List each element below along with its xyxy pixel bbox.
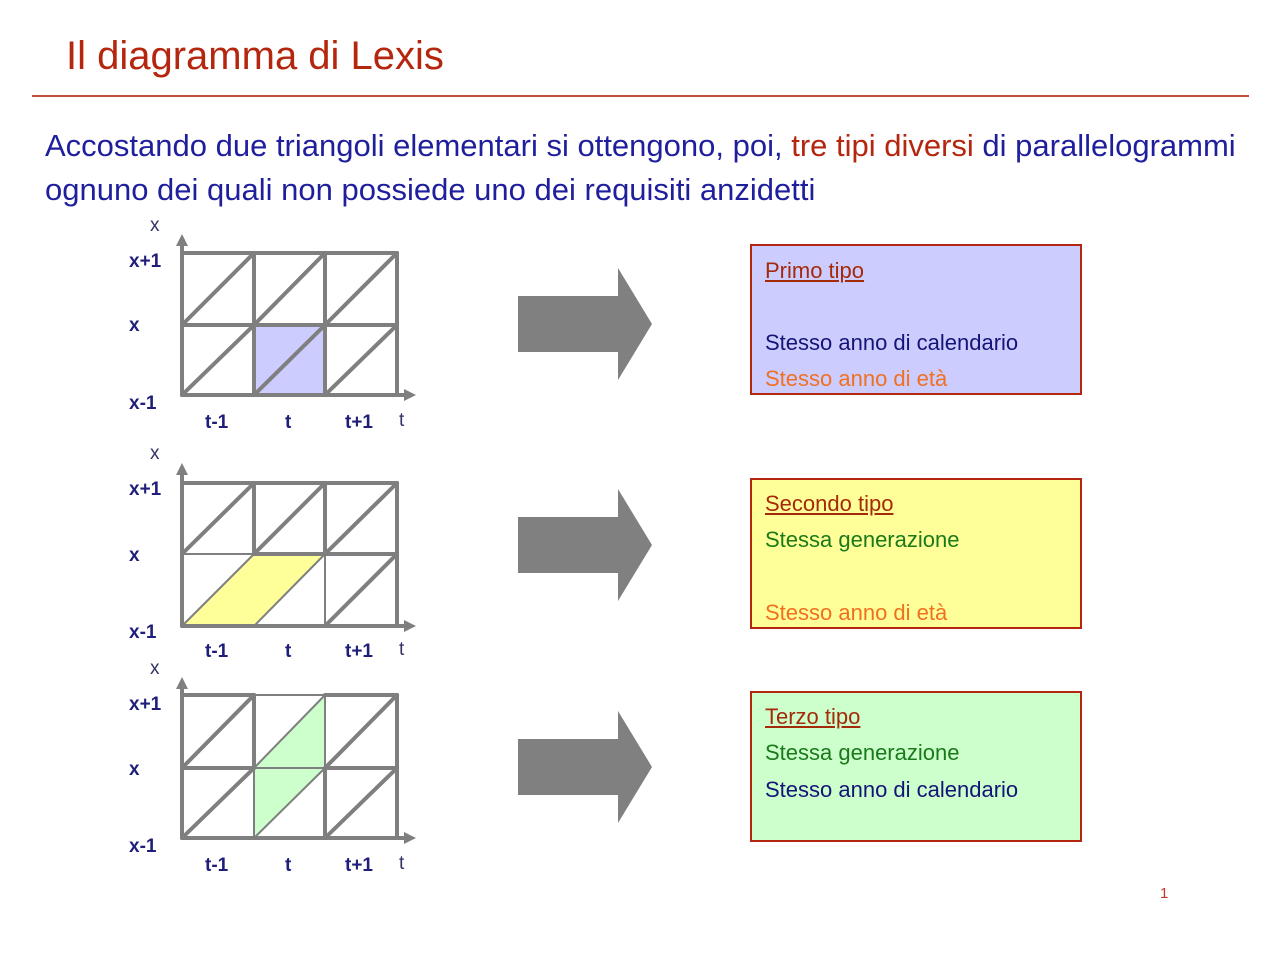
box-line-generation: Stessa generazione [765, 527, 960, 552]
box-line-age: Stesso anno di età [765, 600, 948, 625]
y-tick-lower: x-1 [129, 393, 157, 414]
right-arrow-icon [518, 489, 652, 601]
x-axis-name: t [399, 639, 405, 660]
right-arrow-icon [518, 711, 652, 823]
x-tick-right: t+1 [345, 855, 373, 876]
x-tick-middle: t [285, 855, 292, 876]
box-line-age: Stesso anno di età [765, 366, 948, 391]
page-number: 1 [1160, 885, 1169, 902]
x-tick-left: t-1 [205, 641, 229, 662]
box-line-calendar: Stesso anno di calendario [765, 777, 1019, 802]
y-axis-name: x [150, 215, 160, 236]
x-tick-right: t+1 [345, 412, 373, 433]
x-tick-middle: t [285, 412, 292, 433]
lexis-grid-2 [170, 460, 420, 640]
box-line-calendar: Stesso anno di calendario [765, 330, 1019, 355]
x-axis-arrowhead [404, 620, 416, 632]
lexis-grid-3 [170, 672, 420, 852]
box-line-generation: Stessa generazione [765, 740, 960, 765]
x-tick-left: t-1 [205, 412, 229, 433]
y-tick-middle: x [129, 545, 140, 566]
y-axis-arrowhead [176, 234, 188, 246]
intro-text-start: Accostando due triangoli elementari si ottengono, poi, [45, 128, 792, 163]
intro-text-end: di parallelogrammi ognuno dei quali non possiede uno dei requisiti anzidetti [45, 128, 1236, 207]
x-tick-left: t-1 [205, 855, 229, 876]
x-tick-right: t+1 [345, 641, 373, 662]
y-tick-upper: x+1 [129, 694, 162, 715]
x-axis-arrowhead [404, 389, 416, 401]
type-box-first [750, 244, 1082, 395]
x-tick-middle: t [285, 641, 292, 662]
highlighted-parallelogram [254, 695, 325, 838]
y-tick-lower: x-1 [129, 836, 157, 857]
y-axis-name: x [150, 658, 160, 679]
y-tick-middle: x [129, 759, 140, 780]
right-arrow-icon [518, 268, 652, 380]
y-tick-middle: x [129, 315, 140, 336]
x-axis-arrowhead [404, 832, 416, 844]
y-tick-lower: x-1 [129, 622, 157, 643]
y-axis-arrowhead [176, 677, 188, 689]
intro-highlight: tre tipi diversi [791, 128, 974, 163]
highlighted-parallelogram [182, 554, 325, 626]
box-heading: Terzo tipo [765, 704, 861, 729]
intro-paragraph [45, 124, 1255, 212]
title-divider [32, 95, 1249, 97]
x-axis-name: t [399, 410, 405, 431]
box-heading: Primo tipo [765, 258, 865, 283]
type-box-third [750, 691, 1082, 842]
slide-title: Il diagramma di Lexis [66, 34, 444, 78]
type-box-second [750, 478, 1082, 629]
lexis-grid-1 [170, 230, 420, 410]
y-tick-upper: x+1 [129, 251, 162, 272]
y-axis-name: x [150, 443, 160, 464]
y-tick-upper: x+1 [129, 479, 162, 500]
y-axis-arrowhead [176, 463, 188, 475]
x-axis-name: t [399, 853, 405, 874]
box-heading: Secondo tipo [765, 491, 894, 516]
